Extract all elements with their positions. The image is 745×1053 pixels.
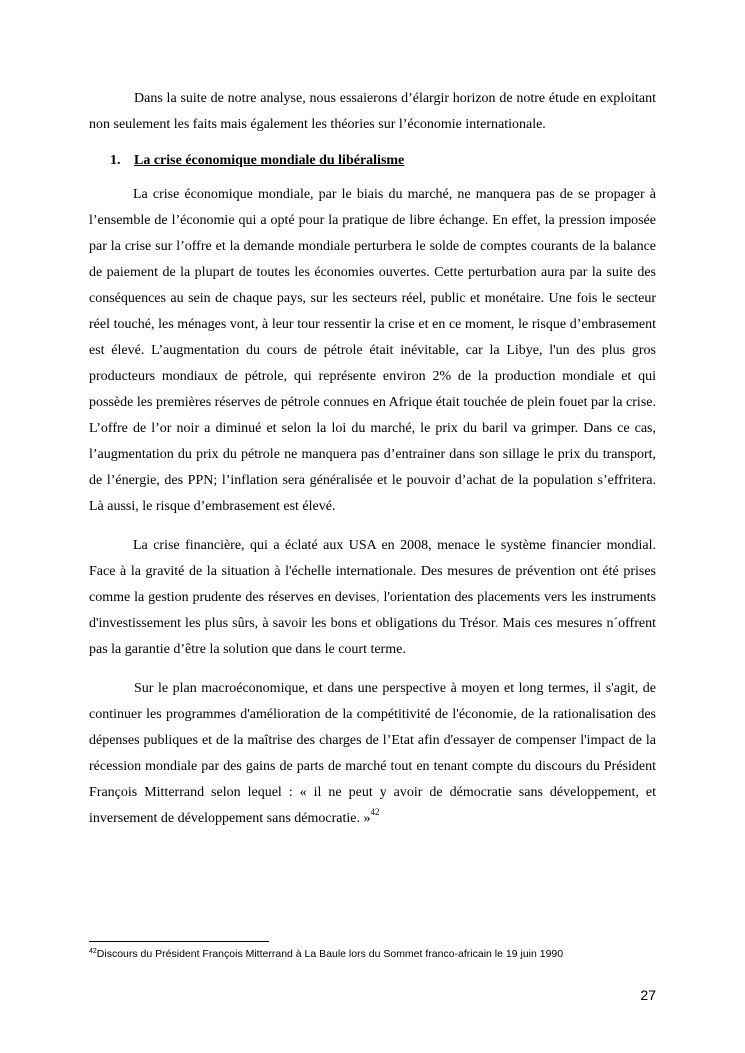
- section-number: 1.: [110, 153, 121, 168]
- section-heading: [110, 148, 656, 174]
- page-number: 27: [640, 987, 656, 1003]
- para2-before: La crise financière, qui a éclaté aux USA en 2008, menace le système financier mondial. Face à la gravité de la situation à l'échelle internationale. Des mesures de prévention ont été prises comme la gestion prudente des réserves en devises: [89, 538, 656, 605]
- para2-after: Mais ces mesures n´offrent pas la garantie d’être la solution que dans le court terme.: [89, 616, 656, 657]
- para2-middle: l'orientation des placements vers les instruments d'investissement les plus sûrs, à savoir les bons et obligations du Trésor: [89, 590, 657, 631]
- footnote: [89, 947, 659, 961]
- paragraph-financial-crisis: [89, 533, 656, 663]
- paragraph-economic-crisis: La crise économique mondiale, par le biais du marché, ne manquera pas de se propager à l’ensemble de l’économie qui a opté pour la pratique de libre échange. En effet, la pression imposée par la crise sur l’offre et la demande mondiale perturbera le solde de comptes courants de la balance de paiement de la plupart de toutes les économies ouvertes. Cette perturbation aura par la suite des conséquences au sein de chaque pays, sur les secteurs réel, public et monétaire. Une fois le secteur réel touché, les ménages vont, à leur tour ressentir la crise et en ce moment, le risque d’embrasement est élevé. L’augmentation du cours de pétrole était inévitable, car la Libye, l'un des plus gros producteurs mondiaux de pétrole, qui représente environ 2% de la production mondiale et qui possède les premières réserves de pétrole connues en Afrique était touchée de plein fouet par la crise. L’offre de l’or noir a diminué et selon la loi du marché, le prix du baril va grimper. Dans ce cas, l’augmentation du prix du pétrole ne manquera pas d’entrainer dans son sillage le prix du transport, de l’énergie, des PPN; l’inflation sera généralisée et le pouvoir d’achat de la population s’effritera. Là aussi, le risque d’embrasement est élevé.: [89, 187, 656, 514]
- intro-paragraph: Dans la suite de notre analyse, nous essaierons d’élargir horizon de notre étude en exploitant non seulement les faits mais également les théories sur l’économie internationale.: [89, 91, 656, 132]
- footnote-mark: 42: [89, 948, 97, 955]
- paragraph-macroeconomic: [89, 676, 656, 832]
- section-title: La crise économique mondiale du libéralisme: [134, 153, 405, 168]
- para2-comma: ,: [376, 590, 380, 605]
- footnote-text: Discours du Président François Mitterrand à La Baule lors du Sommet franco-africain le 19 juin 1990: [96, 948, 564, 960]
- footnote-reference[interactable]: 42: [370, 807, 380, 817]
- footnote-separator: [89, 941, 269, 942]
- page-body: [89, 84, 656, 832]
- para2-period: .: [494, 616, 499, 631]
- para3-text: Sur le plan macroéconomique, et dans une perspective à moyen et long termes, il s'agit, de continuer les programmes d'amélioration de la compétitivité de l'économie, de la rationalisation des dépenses publiques et de la maîtrise des charges de l’Etat afin d'essayer de compenser l'impact de la récession mondiale par des gains de parts de marché tout en tenant compte du discours du Président François Mitterrand selon lequel : « il ne peut y avoir de démocratie sans développement, et inversement de développement sans démocratie. »: [89, 681, 656, 826]
